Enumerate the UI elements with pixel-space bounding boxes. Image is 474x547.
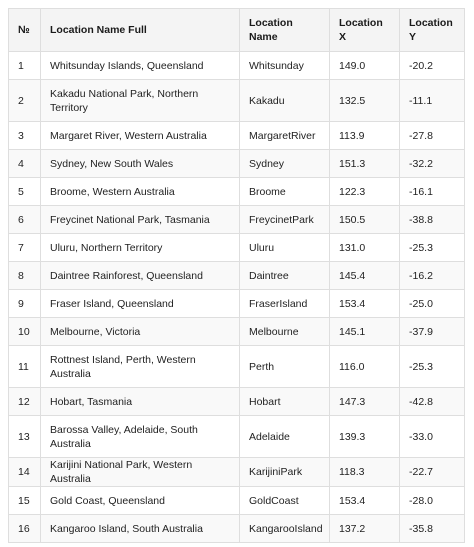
cell-location-y: -25.3 — [400, 234, 465, 262]
cell-location-x: 147.3 — [330, 388, 400, 416]
cell-number: 10 — [9, 318, 41, 346]
cell-location-x: 132.5 — [330, 80, 400, 122]
cell-location-y: -20.2 — [400, 52, 465, 80]
cell-location-x: 149.0 — [330, 52, 400, 80]
cell-location-y: -37.9 — [400, 318, 465, 346]
cell-location-name-full: Whitsunday Islands, Queensland — [41, 52, 240, 80]
table-row — [9, 290, 465, 318]
cell-location-name: GoldCoast — [240, 487, 330, 515]
table-row — [9, 416, 465, 458]
cell-location-x: 151.3 — [330, 150, 400, 178]
cell-location-name: Kakadu — [240, 80, 330, 122]
table-row — [9, 487, 465, 515]
table-row — [9, 122, 465, 150]
cell-location-y: -42.8 — [400, 388, 465, 416]
cell-number: 8 — [9, 262, 41, 290]
header-location-y: Location Y — [400, 9, 465, 52]
cell-location-x: 153.4 — [330, 487, 400, 515]
cell-location-name: Daintree — [240, 262, 330, 290]
cell-number: 1 — [9, 52, 41, 80]
cell-location-x: 139.3 — [330, 416, 400, 458]
cell-location-name-full: Kakadu National Park, Northern Territory — [41, 80, 240, 122]
cell-location-name-full: Melbourne, Victoria — [41, 318, 240, 346]
cell-location-y: -27.8 — [400, 122, 465, 150]
cell-location-y: -25.3 — [400, 346, 465, 388]
table-row — [9, 80, 465, 122]
cell-number: 2 — [9, 80, 41, 122]
cell-location-name-full: Broome, Western Australia — [41, 178, 240, 206]
cell-number: 9 — [9, 290, 41, 318]
cell-number: 4 — [9, 150, 41, 178]
cell-location-name: FraserIsland — [240, 290, 330, 318]
cell-location-y: -11.1 — [400, 80, 465, 122]
cell-location-name: Perth — [240, 346, 330, 388]
cell-location-x: 145.4 — [330, 262, 400, 290]
cell-location-x: 131.0 — [330, 234, 400, 262]
cell-location-y: -38.8 — [400, 206, 465, 234]
cell-location-x: 116.0 — [330, 346, 400, 388]
cell-location-y: -28.0 — [400, 487, 465, 515]
cell-location-name: Adelaide — [240, 416, 330, 458]
table-row — [9, 458, 465, 487]
cell-location-y: -33.0 — [400, 416, 465, 458]
cell-location-name: FreycinetPark — [240, 206, 330, 234]
table-container — [8, 8, 464, 543]
cell-number: 12 — [9, 388, 41, 416]
table-body — [9, 52, 465, 543]
cell-location-name-full: Sydney, New South Wales — [41, 150, 240, 178]
cell-location-x: 145.1 — [330, 318, 400, 346]
cell-location-name: Whitsunday — [240, 52, 330, 80]
cell-number: 7 — [9, 234, 41, 262]
cell-location-name-full: Barossa Valley, Adelaide, South Australia — [41, 416, 240, 458]
header-number: № — [9, 9, 41, 52]
cell-number: 15 — [9, 487, 41, 515]
cell-location-name: Sydney — [240, 150, 330, 178]
header-location-x: Location X — [330, 9, 400, 52]
cell-location-name-full: Kangaroo Island, South Australia — [41, 515, 240, 543]
cell-location-name-full: Hobart, Tasmania — [41, 388, 240, 416]
table-row — [9, 150, 465, 178]
cell-location-name-full: Gold Coast, Queensland — [41, 487, 240, 515]
cell-location-name: Broome — [240, 178, 330, 206]
table-header — [9, 9, 465, 52]
locations-table — [8, 8, 465, 543]
cell-location-name-full: Daintree Rainforest, Queensland — [41, 262, 240, 290]
cell-location-x: 137.2 — [330, 515, 400, 543]
cell-number: 3 — [9, 122, 41, 150]
cell-location-x: 122.3 — [330, 178, 400, 206]
cell-number: 14 — [9, 458, 41, 487]
cell-location-name-full: Rottnest Island, Perth, Western Australia — [41, 346, 240, 388]
table-row — [9, 262, 465, 290]
cell-location-name: KangarooIsland — [240, 515, 330, 543]
table-row — [9, 346, 465, 388]
cell-location-name-full: Karijini National Park, Western Australia — [41, 458, 240, 487]
cell-location-name: KarijiniPark — [240, 458, 330, 487]
cell-location-x: 113.9 — [330, 122, 400, 150]
table-row — [9, 318, 465, 346]
cell-location-name: MargaretRiver — [240, 122, 330, 150]
cell-location-x: 118.3 — [330, 458, 400, 487]
cell-location-y: -22.7 — [400, 458, 465, 487]
cell-location-name: Hobart — [240, 388, 330, 416]
header-row — [9, 9, 465, 52]
header-location-name: Location Name — [240, 9, 330, 52]
cell-number: 6 — [9, 206, 41, 234]
cell-number: 13 — [9, 416, 41, 458]
table-row — [9, 388, 465, 416]
cell-location-y: -35.8 — [400, 515, 465, 543]
cell-location-name: Melbourne — [240, 318, 330, 346]
table-row — [9, 206, 465, 234]
cell-location-name-full: Fraser Island, Queensland — [41, 290, 240, 318]
cell-number: 11 — [9, 346, 41, 388]
cell-location-x: 150.5 — [330, 206, 400, 234]
cell-location-y: -32.2 — [400, 150, 465, 178]
table-row — [9, 515, 465, 543]
table-row — [9, 178, 465, 206]
cell-location-y: -16.2 — [400, 262, 465, 290]
cell-number: 5 — [9, 178, 41, 206]
cell-number: 16 — [9, 515, 41, 543]
cell-location-name-full: Freycinet National Park, Tasmania — [41, 206, 240, 234]
cell-location-name: Uluru — [240, 234, 330, 262]
cell-location-y: -16.1 — [400, 178, 465, 206]
cell-location-name-full: Uluru, Northern Territory — [41, 234, 240, 262]
cell-location-name-full: Margaret River, Western Australia — [41, 122, 240, 150]
header-location-name-full: Location Name Full — [41, 9, 240, 52]
table-row — [9, 52, 465, 80]
table-row — [9, 234, 465, 262]
cell-location-x: 153.4 — [330, 290, 400, 318]
cell-location-y: -25.0 — [400, 290, 465, 318]
